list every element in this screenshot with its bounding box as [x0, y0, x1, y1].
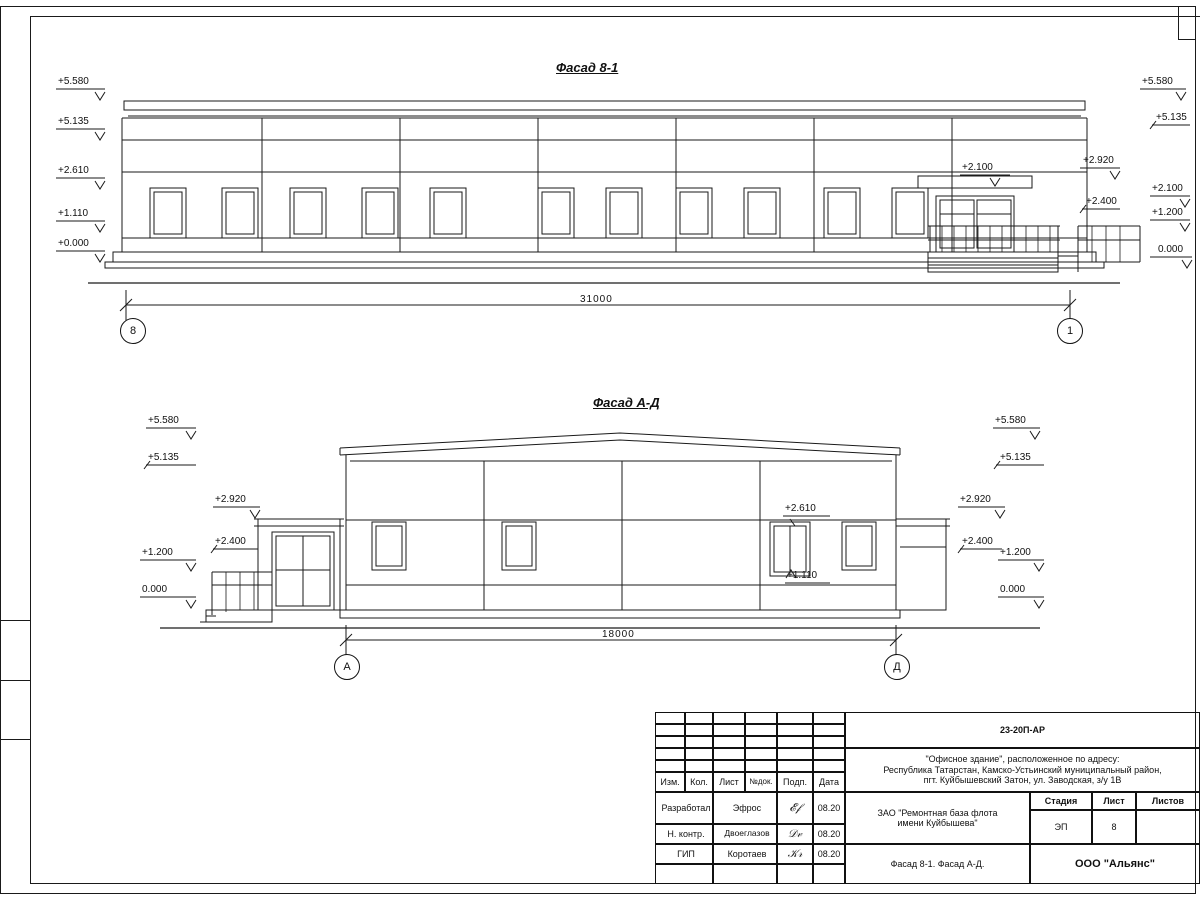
- level-mark: +2.400: [962, 536, 993, 547]
- rev-grid-cell: [777, 736, 813, 748]
- header-podp: Подп.: [777, 772, 813, 792]
- object-line-3: пгт. Куйбышевский Затон, ул. Заводская, з/у 1В: [923, 775, 1122, 786]
- rev-grid-cell: [713, 736, 745, 748]
- level-mark: +5.580: [1142, 76, 1173, 87]
- level-mark: +2.400: [1086, 196, 1117, 207]
- value-list-no: 8: [1092, 810, 1136, 844]
- row-signature: 𝒦𝓇: [777, 844, 813, 864]
- header-list-no: Лист: [1092, 792, 1136, 810]
- rev-grid-cell: [745, 712, 777, 724]
- level-mark: +2.920: [1083, 155, 1114, 166]
- rev-grid-cell: [813, 712, 845, 724]
- rev-grid-cell: [713, 748, 745, 760]
- footer-cell: [777, 864, 813, 884]
- dimension-18000: 18000: [602, 629, 635, 640]
- value-stadia: ЭП: [1030, 810, 1092, 844]
- row-date: 08.20: [813, 824, 845, 844]
- level-mark: +2.100: [1152, 183, 1183, 194]
- rev-grid-cell: [713, 760, 745, 772]
- rev-grid-cell: [813, 736, 845, 748]
- rev-grid-cell: [777, 760, 813, 772]
- axis-bubble-1: 1: [1057, 318, 1083, 344]
- footer-cell: [655, 864, 713, 884]
- footer-cell: [813, 864, 845, 884]
- rev-grid-cell: [745, 736, 777, 748]
- header-list: Лист: [713, 772, 745, 792]
- level-mark: +5.135: [148, 452, 179, 463]
- level-mark: +2.610: [785, 503, 816, 514]
- level-mark: +1.200: [1152, 207, 1183, 218]
- facade-8-1-title: Фасад 8-1: [556, 60, 619, 75]
- level-mark: +2.920: [215, 494, 246, 505]
- rev-grid-cell: [655, 748, 685, 760]
- axis-bubble-d: Д: [884, 654, 910, 680]
- level-mark: +0.000: [58, 238, 89, 249]
- level-mark: +5.580: [58, 76, 89, 87]
- level-mark: +2.610: [58, 165, 89, 176]
- object-line-2: Республика Татарстан, Камско-Устьинский муниципальный район,: [883, 764, 1162, 775]
- project-code: 23-20П-АР: [845, 712, 1200, 748]
- customer-line-1: ЗАО "Ремонтная база флота: [877, 807, 998, 818]
- level-mark: +2.400: [215, 536, 246, 547]
- level-mark-entry: +2.100: [962, 162, 993, 173]
- rev-grid-cell: [685, 748, 713, 760]
- rev-grid-cell: [685, 712, 713, 724]
- rev-grid-cell: [655, 724, 685, 736]
- rev-grid-cell: [745, 760, 777, 772]
- rev-grid-cell: [813, 724, 845, 736]
- header-ndok: №док.: [745, 772, 777, 792]
- row-signature: 𝒟𝓋: [777, 824, 813, 844]
- level-mark: +1.200: [1000, 547, 1031, 558]
- dimension-31000: 31000: [580, 294, 613, 305]
- row-signature: 𝓔𝒻: [777, 792, 813, 824]
- row-name: Эфрос: [713, 792, 777, 824]
- object-description: [845, 748, 1200, 792]
- level-mark: +5.580: [148, 415, 179, 426]
- rev-grid-cell: [685, 760, 713, 772]
- rev-grid-cell: [777, 712, 813, 724]
- customer: [845, 792, 1030, 844]
- header-listov: Листов: [1136, 792, 1200, 810]
- rev-grid-cell: [655, 712, 685, 724]
- rev-grid-cell: [745, 724, 777, 736]
- object-line-1: "Офисное здание", расположенное по адресу:: [925, 754, 1120, 765]
- level-mark: +1.110: [787, 570, 818, 581]
- header-izm: Изм.: [655, 772, 685, 792]
- sheet-name: Фасад 8-1. Фасад А-Д.: [845, 844, 1030, 884]
- row-role: Разработал: [655, 792, 713, 824]
- rev-grid-cell: [813, 748, 845, 760]
- company-name: ООО "Альянс": [1030, 844, 1200, 884]
- rev-grid-cell: [777, 748, 813, 760]
- rev-grid-cell: [713, 712, 745, 724]
- rev-grid-cell: [713, 724, 745, 736]
- footer-cell: [713, 864, 777, 884]
- level-mark: 0.000: [1158, 244, 1184, 255]
- row-role: Н. контр.: [655, 824, 713, 844]
- rev-grid-cell: [655, 736, 685, 748]
- level-mark: +5.135: [58, 116, 89, 127]
- value-listov: [1136, 810, 1200, 844]
- row-date: 08.20: [813, 792, 845, 824]
- row-name: Коротаев: [713, 844, 777, 864]
- level-mark: 0.000: [1000, 584, 1026, 595]
- row-date: 08.20: [813, 844, 845, 864]
- level-mark: +1.200: [142, 547, 173, 558]
- level-mark: +5.580: [995, 415, 1026, 426]
- level-mark: +5.135: [1000, 452, 1031, 463]
- rev-grid-cell: [813, 760, 845, 772]
- customer-line-2: имени Куйбышева": [897, 818, 978, 828]
- rev-grid-cell: [685, 736, 713, 748]
- rev-grid-cell: [745, 748, 777, 760]
- rev-grid-cell: [777, 724, 813, 736]
- header-kol: Кол.: [685, 772, 713, 792]
- title-block: [655, 712, 1200, 884]
- level-mark: 0.000: [142, 584, 168, 595]
- row-role: ГИП: [655, 844, 713, 864]
- header-stadia: Стадия: [1030, 792, 1092, 810]
- rev-grid-cell: [685, 724, 713, 736]
- row-name: Двоеглазов: [713, 824, 777, 844]
- facade-a-d-title: Фасад А-Д: [593, 395, 660, 410]
- level-mark: +2.920: [960, 494, 991, 505]
- level-mark: +5.135: [1156, 112, 1187, 123]
- rev-grid-cell: [655, 760, 685, 772]
- level-mark: +1.110: [58, 208, 89, 219]
- header-data: Дата: [813, 772, 845, 792]
- axis-bubble-8: 8: [120, 318, 146, 344]
- axis-bubble-a: А: [334, 654, 360, 680]
